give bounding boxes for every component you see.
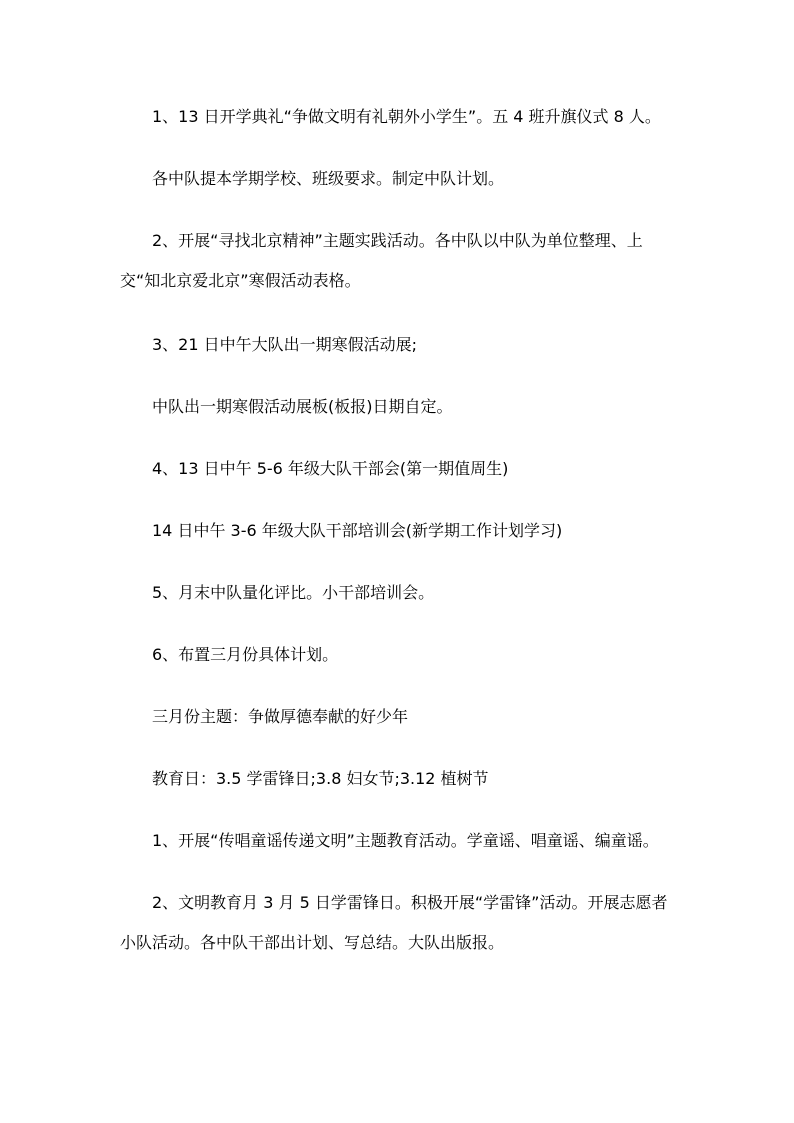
paragraph-1: 1、13 日开学典礼“争做文明有礼朝外小学生”。五 4 班升旗仪式 8 人。 xyxy=(152,107,661,126)
paragraph-12: 1、开展“传唱童谣传递文明”主题教育活动。学童谣、唱童谣、编童谣。 xyxy=(152,831,659,850)
paragraph-4: 3、21 日中午大队出一期寒假活动展; xyxy=(152,335,418,354)
paragraph-13: 2、文明教育月 3 月 5 日学雷锋日。积极开展“学雷锋”活动。开展志愿者小队活动。各中队干部出计划、写总结。大队出版报。 xyxy=(120,893,668,952)
paragraph-2: 各中队提本学期学校、班级要求。制定中队计划。 xyxy=(152,169,505,188)
paragraph-11: 教育日：3.5 学雷锋日;3.8 妇女节;3.12 植树节 xyxy=(152,769,489,788)
paragraph-6: 4、13 日中午 5-6 年级大队干部会(第一期值周生) xyxy=(152,459,509,478)
paragraph-7: 14 日中午 3-6 年级大队干部培训会(新学期工作计划学习) xyxy=(152,521,563,540)
paragraph-3: 2、开展“寻找北京精神”主题实践活动。各中队以中队为单位整理、上交“知北京爱北京”寒假活动表格。 xyxy=(120,231,643,290)
paragraph-5: 中队出一期寒假活动展板(板报)日期自定。 xyxy=(152,397,453,416)
paragraph-10: 三月份主题：争做厚德奉献的好少年 xyxy=(152,707,409,726)
paragraph-9: 6、布置三月份具体计划。 xyxy=(152,645,339,664)
paragraph-8: 5、月末中队量化评比。小干部培训会。 xyxy=(152,583,435,602)
